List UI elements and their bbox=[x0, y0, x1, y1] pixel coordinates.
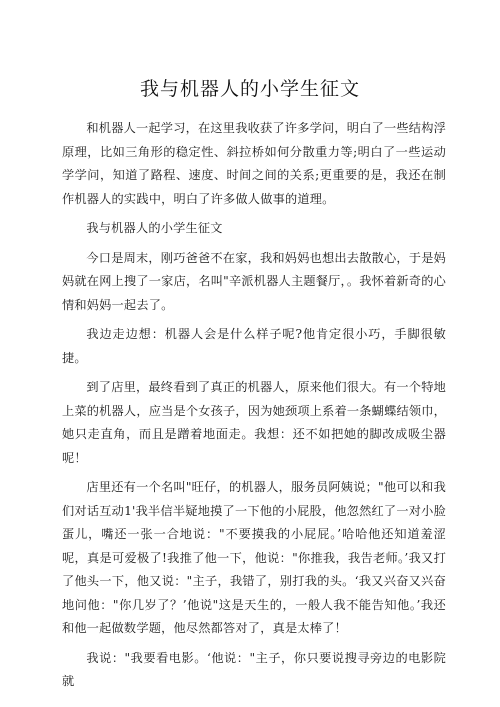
paragraph: 店里还有一个名叫"旺仔，的机器人，服务员阿姨说；"他可以和我们对话互动1'我半信半疑地摸了一下他的小屁股，他忽然红了一对小脸蛋儿，嘴还一张一合地说："不要摸我的小屁屁。’哈哈他还知道羞涩呢，真是可爱极了!我推了他一下，他说："你推我，我告老师。’我又打了他头一下，他又说："主子，我错了，别打我的头。‘我又兴奋又兴奋地问他："你几岁了？’他说"这是天生的，一般人我不能告知他。’我还和他一起做数学题，他尽然都答对了，真是太棒了！ bbox=[62, 480, 446, 635]
paragraph: 到了店里，最终看到了真正的机器人，原来他们很大。有一个特地上菜的机器人，应当是个女孩子，因为她颈项上系着一条蝴蝶结领巾，她只走直角，而且是蹭着地面走。我想：还不如把她的脚改成吸尘器呢！ bbox=[62, 380, 447, 465]
paragraph: 我说："我要看电影。‘他说："主子，你只要说搜寻旁边的电影院就 bbox=[62, 650, 446, 688]
paragraph: 我边走边想：机器人会是什么样子呢?他肯定很小巧，手脚很敏捷。 bbox=[62, 327, 446, 365]
paragraph: 今口是周末，刚巧爸爸不在家，我和妈妈也想出去散散心，于是妈妈就在网上搜了一家店，名叫"辛派机器人主题餐厅，。我怀着新奇的心情和妈妈一起去了。 bbox=[62, 250, 446, 312]
document-title: 我与机器人的小学生征文 bbox=[139, 78, 360, 100]
paragraph-subtitle: 我与机器人的小学生征文 bbox=[86, 221, 223, 235]
document-body bbox=[62, 117, 446, 694]
paragraph: 和机器人一起学习，在这里我收获了许多学问，明白了一些结构浮原理，比如三角形的稳定性、斜拉桥如何分散重力等;明白了一些运动学学问，知道了路程、速度、时间之间的关系;更重要的是，我还在制作机器人的实践中，明白了许多做人做事的道理。 bbox=[62, 121, 446, 206]
